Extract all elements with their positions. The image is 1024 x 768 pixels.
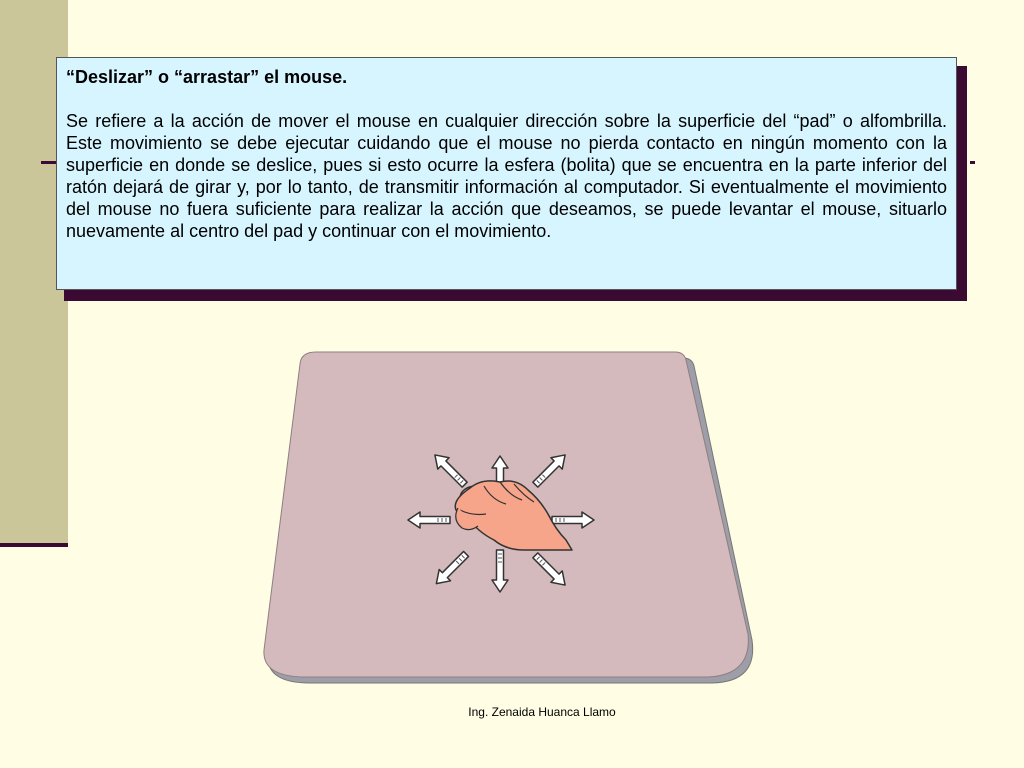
slide-title: “Deslizar” o “arrastar” el mouse. (66, 67, 348, 87)
sidebar-underline (0, 543, 68, 547)
mouse-pad-illustration (262, 350, 758, 686)
decorative-rule-right (970, 161, 975, 164)
slide-body: Se refiere a la acción de mover el mouse en cualquier dirección sobre la superficie del “pad” o alfombrilla. Este movimiento se debe ejecutar cuidando que el mouse no pierda contacto en ningún momento con la superficie en donde se deslice, pues si esto ocurre la esfera (bolita) que se encuentra en la parte inferior del ratón dejará de girar y, por lo tanto, de transmitir información al computador. Si eventualmente el movimiento del mouse no fuera suficiente para realizar la acción que deseamos, se puede levantar el mouse, situarlo nuevamente al centro del pad y continuar con el movimiento. (66, 111, 947, 241)
footer-author: Ing. Zenaida Huanca Llamo (468, 705, 616, 719)
text-box (56, 57, 957, 290)
